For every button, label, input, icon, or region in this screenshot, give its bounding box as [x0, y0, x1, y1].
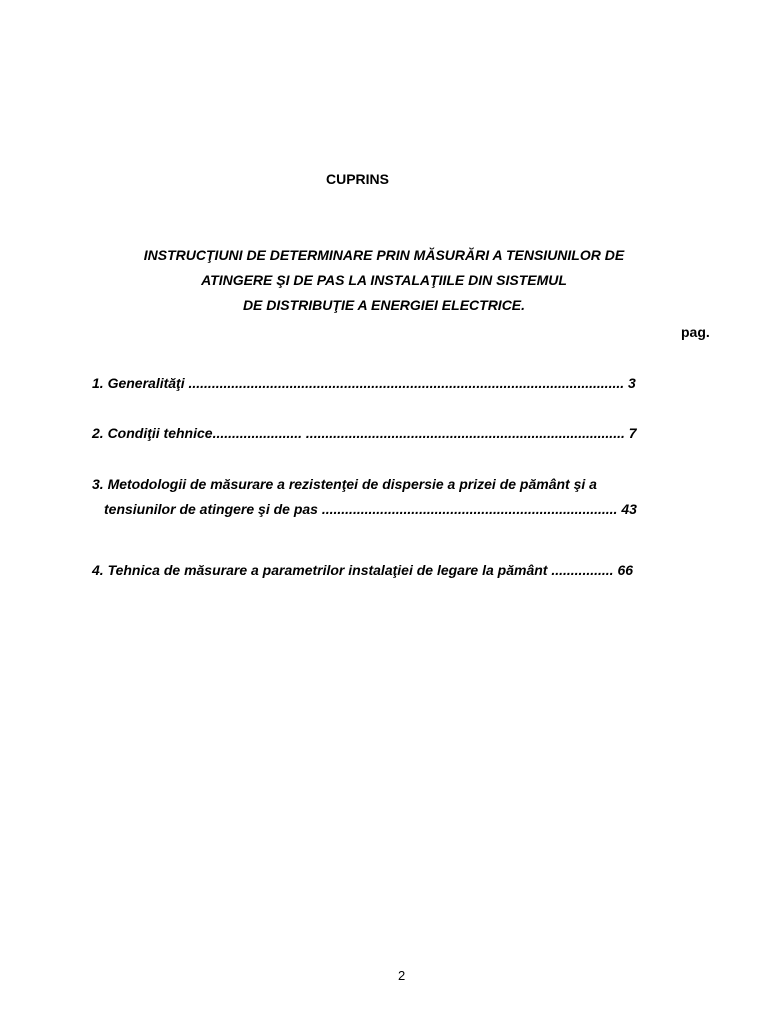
- toc-entry-2: 2. Condiţii tehnice....................... .................................................................................. 7: [92, 425, 637, 441]
- toc-entry-4: 4. Tehnica de măsurare a parametrilor instalaţiei de legare la pământ ................ 66: [92, 562, 634, 578]
- toc-entry-3-line-2: tensiunilor de atingere şi de pas ............................................................................ 43: [104, 501, 637, 517]
- toc-entry-1: 1. Generalităţi ................................................................................................................ 3: [92, 375, 636, 391]
- document-title-line-2: ATINGERE ŞI DE PAS LA INSTALAŢIILE DIN SISTEMUL: [201, 272, 567, 288]
- toc-heading: CUPRINS: [326, 171, 390, 187]
- toc-entry-3-line-1: 3. Metodologii de măsurare a rezistenţei de dispersie a prizei de pământ şi a: [92, 476, 597, 492]
- document-title-line-1: INSTRUCŢIUNI DE DETERMINARE PRIN MĂSURĂRI A TENSIUNILOR DE: [143, 247, 625, 263]
- document-title-line-3: DE DISTRIBUŢIE A ENERGIEI ELECTRICE.: [242, 297, 526, 313]
- page-column-label: pag.: [681, 324, 710, 340]
- page-number: 2: [398, 968, 406, 983]
